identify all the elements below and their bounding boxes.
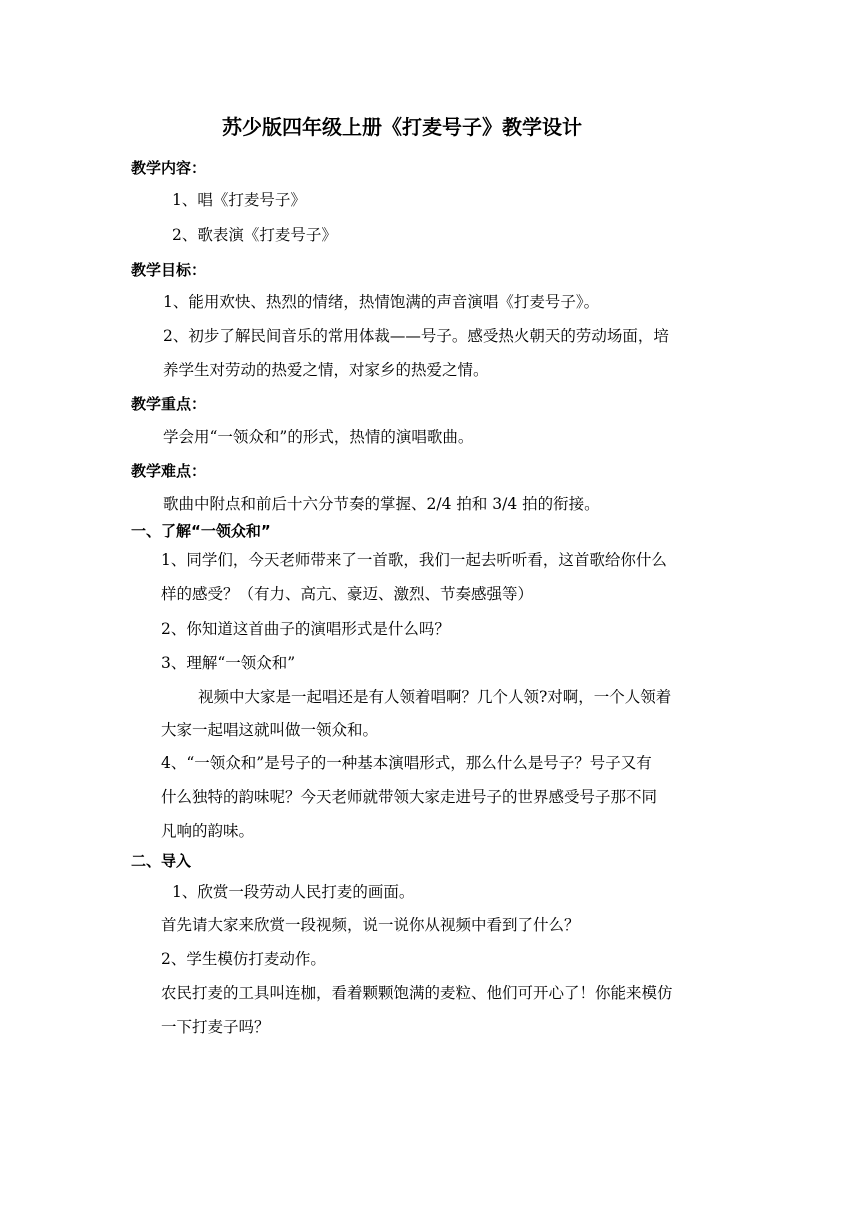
part1-line: 4、“一领众和”是号子的一种基本演唱形式，那么什么是号子？号子又有 (161, 754, 652, 772)
page-title: 苏少版四年级上册《打麦号子》教学设计 (222, 115, 582, 139)
content-item: 1、唱《打麦号子》 (172, 191, 306, 209)
part1-line: 凡响的韵味。 (161, 822, 255, 840)
part1-line: 样的感受？（有力、高亢、豪迈、激烈、节奏感强等） (161, 585, 534, 603)
part1-line: 2、你知道这首曲子的演唱形式是什么吗？ (161, 620, 450, 638)
part2-line: 2、学生模仿打麦动作。 (161, 950, 326, 968)
part1-line: 3、理解“一领众和” (161, 654, 296, 672)
part1-line: 什么独特的韵味呢？今天老师就带领大家走进号子的世界感受号子那不同 (161, 788, 658, 806)
part1-line: 视频中大家是一起唱还是有人领着唱啊？几个人领?对啊，一个人领着 (198, 688, 672, 706)
section-heading-goals: 教学目标： (131, 261, 207, 279)
part1-line: 大家一起唱这就叫做一领众和。 (161, 721, 379, 739)
part2-line: 农民打麦的工具叫连枷，看着颗颗饱满的麦粒、他们可开心了！你能来模仿 (161, 984, 673, 1002)
part2-line: 首先请大家来欣赏一段视频，说一说你从视频中看到了什么？ (161, 916, 580, 934)
goals-line: 养学生对劳动的热爱之情，对家乡的热爱之情。 (163, 361, 489, 379)
content-item: 2、歌表演《打麦号子》 (172, 226, 337, 244)
section-heading-part2: 二、导入 (131, 852, 192, 870)
goals-line: 2、初步了解民间音乐的常用体裁——号子。感受热火朝天的劳动场面，培 (163, 327, 669, 345)
difficulties-line: 歌曲中附点和前后十六分节奏的掌握、2/4 拍和 3/4 拍的衔接。 (163, 495, 600, 513)
section-heading-part1: 一、了解“一领众和” (131, 522, 271, 540)
key-points-line: 学会用“一领众和”的形式，热情的演唱歌曲。 (163, 428, 474, 446)
section-heading-content: 教学内容： (131, 159, 207, 177)
part1-line: 1、同学们，今天老师带来了一首歌，我们一起去听听看，这首歌给你什么 (161, 551, 667, 569)
part2-line: 一下打麦子吗？ (161, 1018, 270, 1036)
goals-line: 1、能用欢快、热烈的情绪，热情饱满的声音演唱《打麦号子》。 (163, 293, 600, 311)
part2-line: 1、欣赏一段劳动人民打麦的画面。 (172, 883, 415, 901)
section-heading-key-points: 教学重点： (131, 395, 207, 413)
section-heading-difficulties: 教学难点： (131, 462, 207, 480)
